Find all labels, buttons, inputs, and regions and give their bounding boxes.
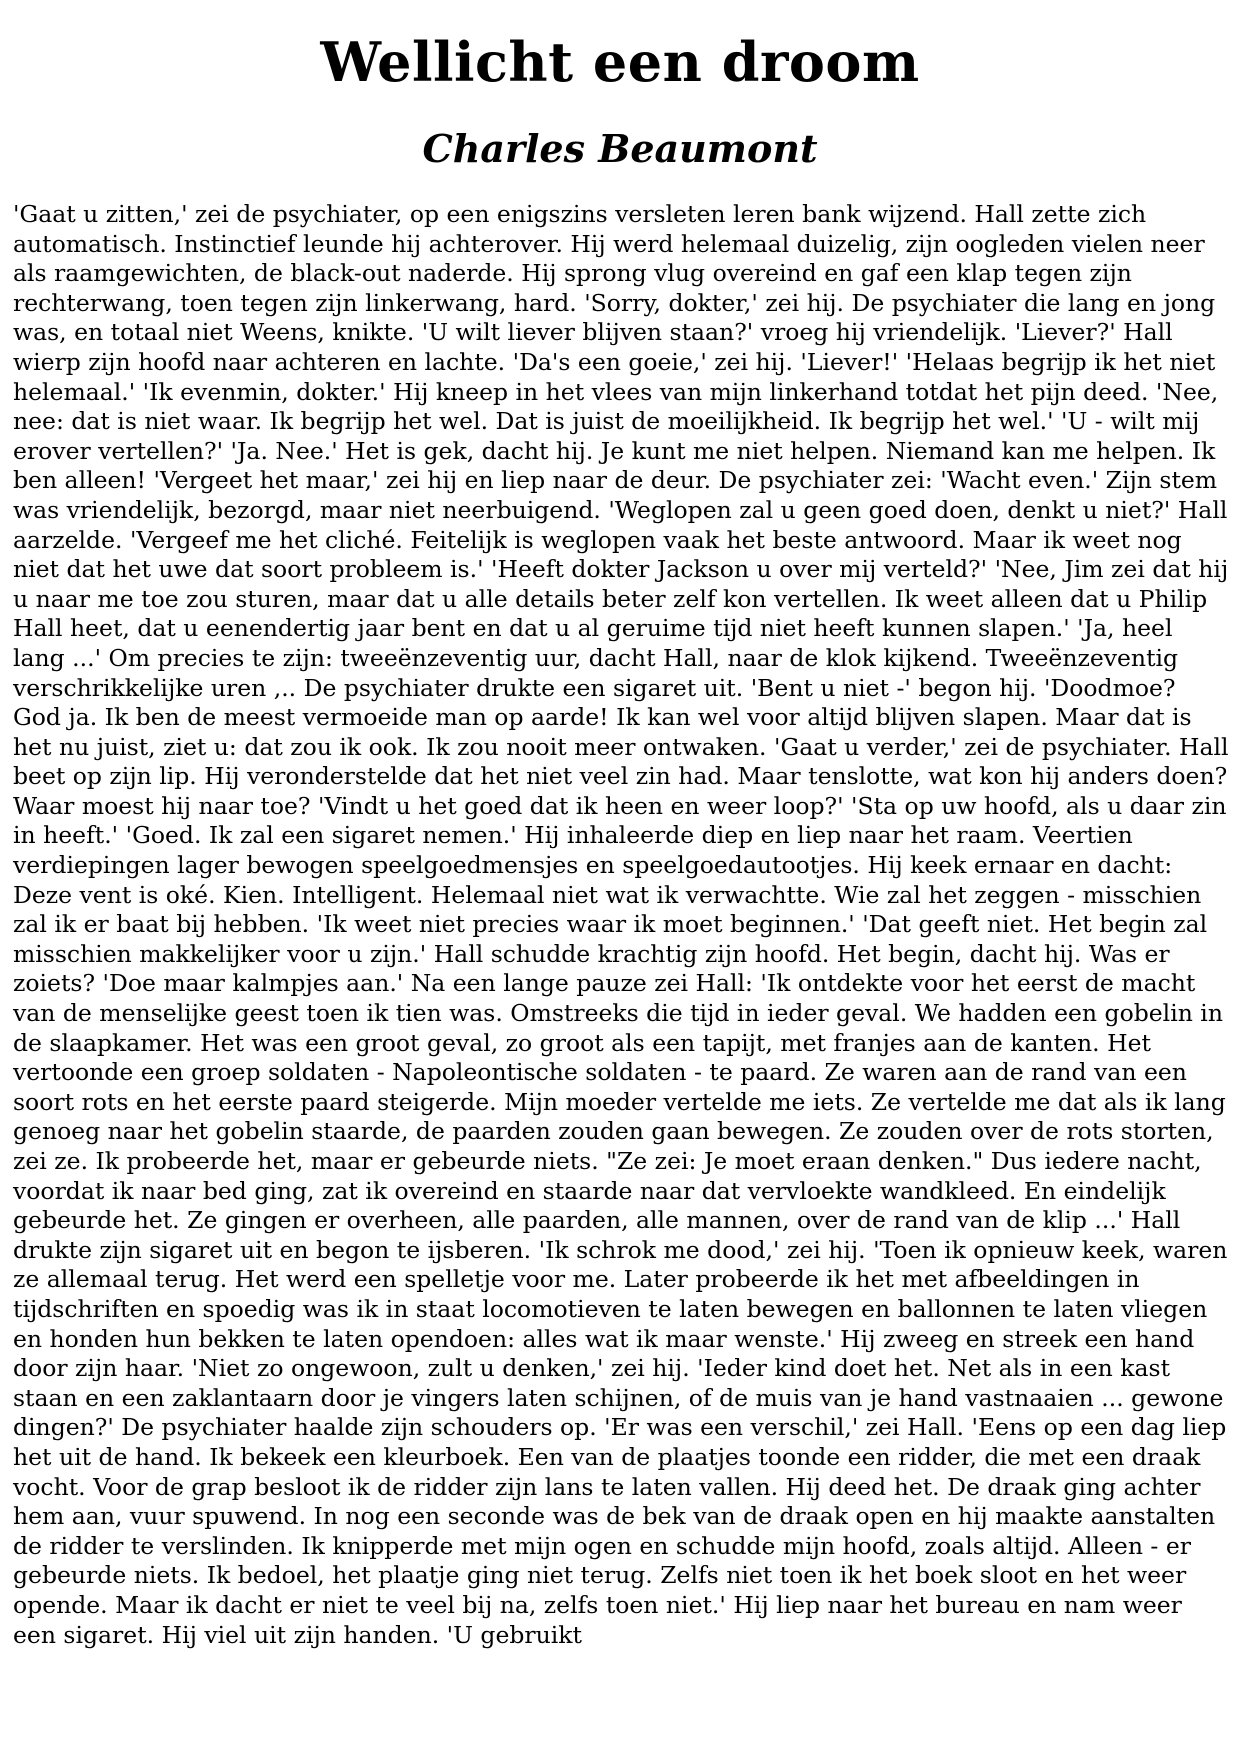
document-body-text: 'Gaat u zitten,' zei de psychiater, op een enigszins versleten leren bank wijzend. Hall zette zich automatisch. Instinctief leunde hij achterover. Hij werd helemaal duizelig, zijn oogleden vielen neer als raamgewichten, de black-out naderde. Hij sprong vlug overeind en gaf een klap tegen zijn rechterwang, toen tegen zijn linkerwang, hard. 'Sorry, dokter,' zei hij. De psychiater die lang en jong was, en totaal niet Weens, knikte. 'U wilt liever blijven staan?' vroeg hij vriendelijk. 'Liever?' Hall wierp zijn hoofd naar achteren en lachte. 'Da's een goeie,' zei hij. 'Liever!' 'Helaas begrijp ik het niet helemaal.' 'Ik evenmin, dokter.' Hij kneep in het vlees van mijn linkerhand totdat het pijn deed. 'Nee, nee: dat is niet waar. Ik begrijp het wel. Dat is juist de moeilijkheid. Ik begrijp het wel.' 'U - wilt mij erover vertellen?' 'Ja. Nee.' Het is gek, dacht hij. Je kunt me niet helpen. Niemand kan me helpen. Ik ben alleen! 'Vergeet het maar,' zei hij en liep naar de deur. De psychiater zei: 'Wacht even.' Zijn stem was vriendelijk, bezorgd, maar niet neerbuigend. 'Weglopen zal u geen goed doen, denkt u niet?' Hall aarzelde. 'Vergeef me het cliché. Feitelijk is weglopen vaak het beste antwoord. Maar ik weet nog niet dat het uwe dat soort probleem is.' 'Heeft dokter Jackson u over mij verteld?' 'Nee, Jim zei dat hij u naar me toe zou sturen, maar dat u alle details beter zelf kon vertellen. Ik weet alleen dat u Philip Hall heet, dat u eenendertig jaar bent en dat u al geruime tijd niet heeft kunnen slapen.' 'Ja, heel lang ...' Om precies te zijn: tweeënzeventig uur, dacht Hall, naar de klok kijkend. Tweeënzeventig verschrikkelijke uren ,.. De psychiater drukte een sigaret uit. 'Bent u niet -' begon hij. 'Doodmoe? God ja. Ik ben de meest vermoeide man op aarde! Ik kan wel voor altijd blijven slapen. Maar dat is het nu juist, ziet u: dat zou ik ook. Ik zou nooit meer ontwaken. 'Gaat u verder,' zei de psychiater. Hall beet op zijn lip. Hij veronderstelde dat het niet veel zin had. Maar tenslotte, wat kon hij anders doen? Waar moest hij naar toe? 'Vindt u het goed dat ik heen en weer loop?' 'Sta op uw hoofd, als u daar zin in heeft.' 'Goed. Ik zal een sigaret nemen.' Hij inhaleerde diep en liep naar het raam. Veertien verdiepingen lager bewogen speelgoedmensjes en speelgoedautootjes. Hij keek ernaar en dacht: Deze vent is oké. Kien. Intelligent. Helemaal niet wat ik verwachtte. Wie zal het zeggen - misschien zal ik er baat bij hebben. 'Ik weet niet precies waar ik moet beginnen.' 'Dat geeft niet. Het begin zal misschien makkelijker voor u zijn.' Hall schudde krachtig zijn hoofd. Het begin, dacht hij. Was er zoiets? 'Doe maar kalmpjes aan.' Na een lange pauze zei Hall: 'Ik ontdekte voor het eerst de macht van de menselijke geest toen ik tien was. Omstreeks die tijd in ieder geval. We hadden een gobelin in de slaapkamer. Het was een groot geval, zo groot als een tapijt, met franjes aan de kanten. Het vertoonde een groep soldaten - Napoleontische soldaten - te paard. Ze waren aan de rand van een soort rots en het eerste paard steigerde. Mijn moeder vertelde me iets. Ze vertelde me dat als ik lang genoeg naar het gobelin staarde, de paarden zouden gaan bewegen. Ze zouden over de rots storten, zei ze. Ik probeerde het, maar er gebeurde niets. "Ze zei: Je moet eraan denken." Dus iedere nacht, voordat ik naar bed ging, zat ik overeind en staarde naar dat vervloekte wandkleed. En eindelijk gebeurde het. Ze gingen er overheen, alle paarden, alle mannen, over de rand van de klip ...' Hall drukte zijn sigaret uit en begon te ijsberen. 'Ik schrok me dood,' zei hij. 'Toen ik opnieuw keek, waren ze allemaal terug. Het werd een spelletje voor me. Later probeerde ik het met afbeeldingen in tijdschriften en spoedig was ik in staat locomotieven te laten bewegen en ballonnen te laten vliegen en honden hun bekken te laten opendoen: alles wat ik maar wenste.' Hij zweeg en streek een hand door zijn haar. 'Niet zo ongewoon, zult u denken,' zei hij. 'Ieder kind doet het. Net als in een kast staan en een zaklantaarn door je vingers laten schijnen, of de muis van je hand vastnaaien ... gewone dingen?' De psychiater haalde zijn schouders op. 'Er was een verschil,' zei Hall. 'Eens op een dag liep het uit de hand. Ik bekeek een kleurboek. Een van de plaatjes toonde een ridder, die met een draak vocht. Voor de grap besloot ik de ridder zijn lans te laten vallen. Hij deed het. De draak ging achter hem aan, vuur spuwend. In nog een seconde was de bek van de draak open en hij maakte aanstalten de ridder te verslinden. Ik knipperde met mijn ogen en schudde mijn hoofd, zoals altijd. Alleen - er gebeurde niets. Ik bedoel, het plaatje ging niet terug. Zelfs niet toen ik het boek sloot en het weer opende. Maar ik dacht er niet te veel bij na, zelfs toen niet.' Hij liep naar het bureau en nam weer een sigaret. Hij viel uit zijn handen. 'U gebruikt xyxy=(13,200,1229,1649)
document-title: Wellicht een droom xyxy=(320,30,920,94)
document-author: Charles Beaumont xyxy=(422,126,818,171)
